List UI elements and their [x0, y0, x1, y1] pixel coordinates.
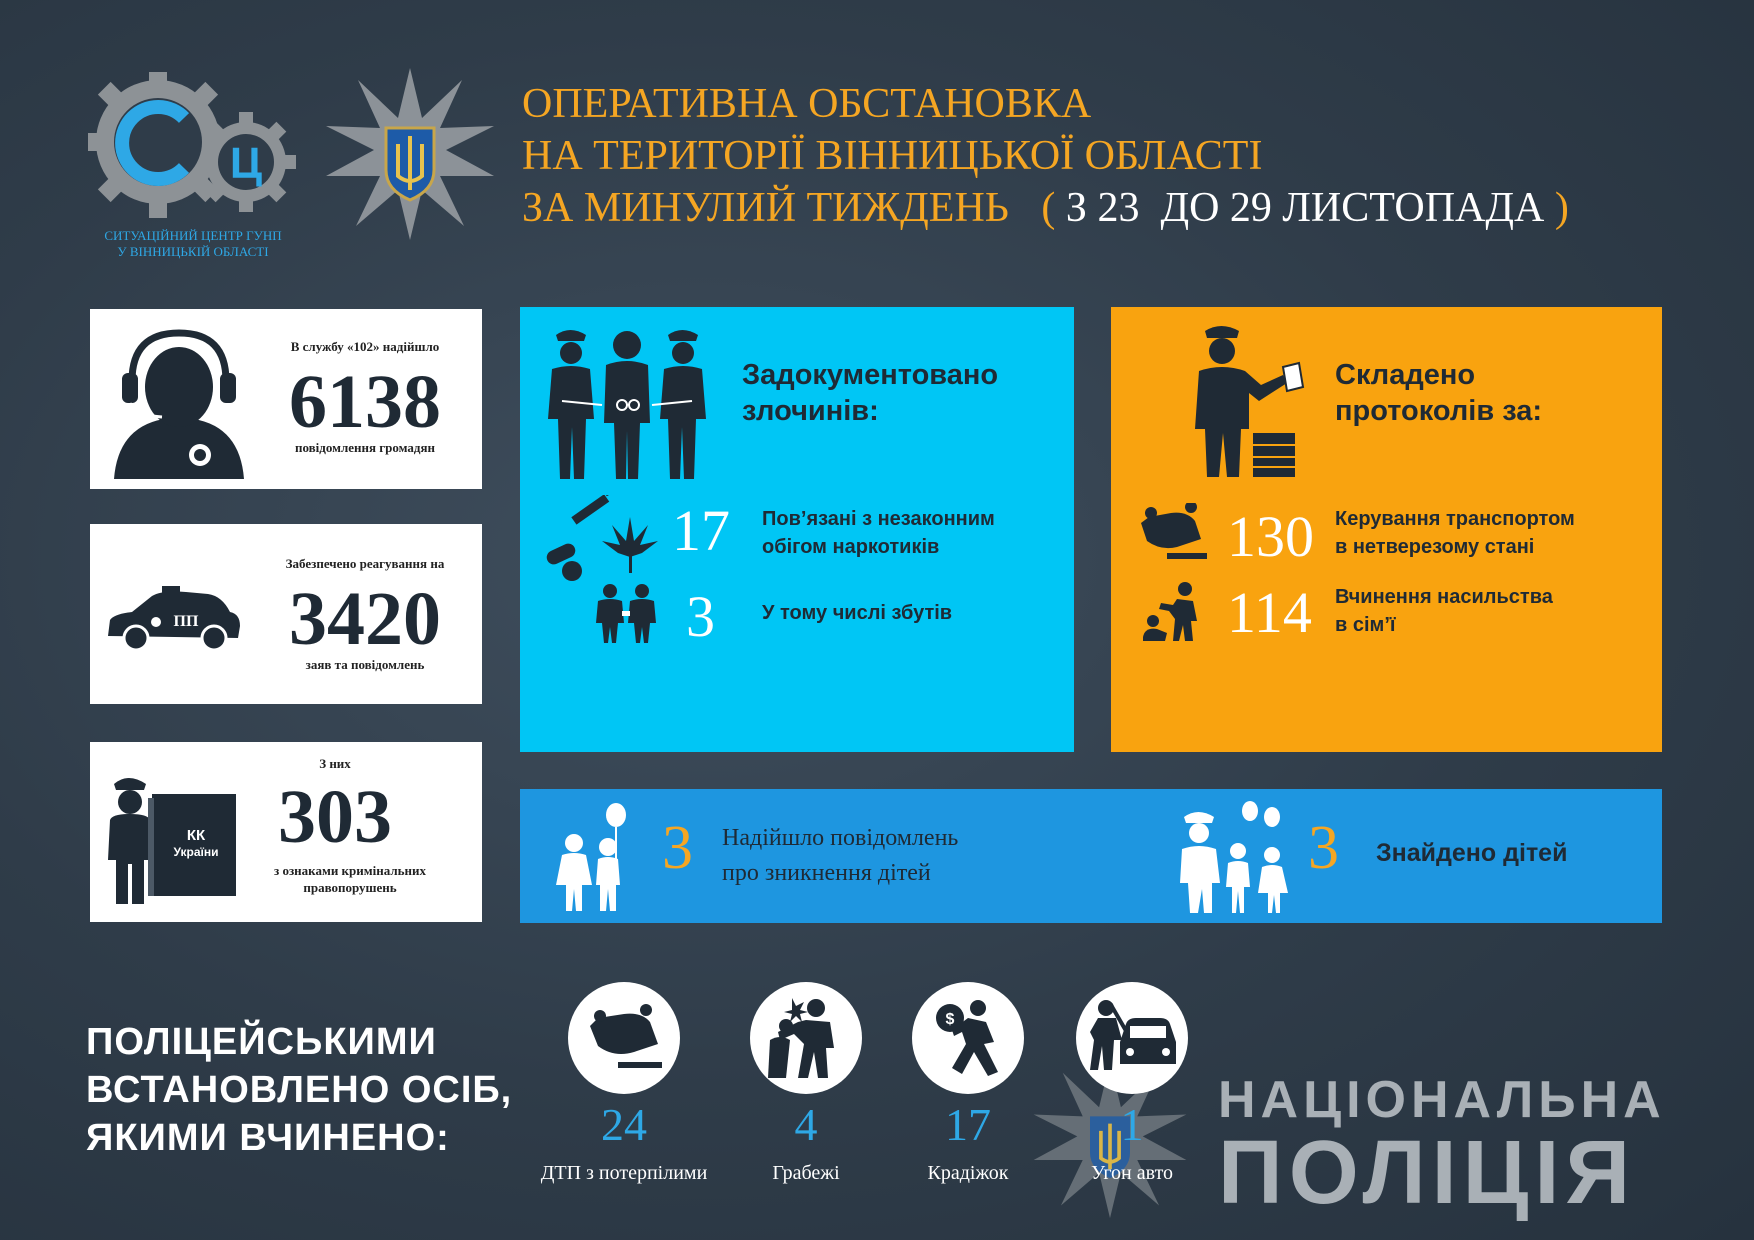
established-heading — [86, 1018, 512, 1162]
robbery-icon — [750, 982, 862, 1094]
protocols-title-line-2: протоколів за: — [1335, 395, 1543, 427]
calls-label: В службу «102» надійшло — [290, 339, 440, 354]
established-heading-line-2: ВСТАНОВЛЕНО ОСІБ, — [86, 1069, 513, 1111]
criminal-value: 303 — [278, 775, 392, 859]
robbery-label: Грабежі — [772, 1162, 840, 1184]
national-police-line-2: ПОЛІЦІЯ — [1218, 1123, 1637, 1223]
criminal-sub-line-2: правопорушень — [303, 880, 397, 895]
police-car-icon — [104, 584, 244, 654]
established-heading-line-1: ПОЛІЦЕЙСЬКИМИ — [86, 1021, 437, 1063]
established-heading-line-3: ЯКИМИ ВЧИНЕНО: — [86, 1117, 450, 1159]
drugs-icon — [542, 495, 662, 585]
national-police-line-1: НАЦІОНАЛЬНА — [1218, 1071, 1666, 1129]
found-text: Знайдено дітей — [1376, 839, 1568, 867]
svg-text:Ц: Ц — [229, 139, 263, 188]
situation-center-caption — [78, 228, 308, 260]
missing-text-line-2: про зникнення дітей — [722, 860, 931, 886]
crimes-title-line-1: Задокументовано — [742, 359, 999, 391]
title-line-3 — [522, 182, 1569, 234]
violence-text-line-2: в сім’ї — [1335, 614, 1396, 636]
officer-protocols-icon — [1187, 321, 1307, 481]
drug-sale-icon — [594, 583, 658, 643]
protocols-panel — [1111, 307, 1662, 752]
car-text: ПП — [173, 613, 199, 630]
children-balloon-icon — [554, 803, 634, 911]
responses-label: Забезпечено реагування на — [285, 556, 445, 571]
title-open-paren: ( — [1041, 185, 1056, 231]
criminal-sub-line-1: з ознаками кримінальних — [273, 863, 426, 878]
theft-label: Крадіжок — [927, 1162, 1009, 1184]
police-star-emblem-icon — [322, 66, 498, 242]
missing-value: 3 — [662, 814, 693, 882]
arrest-officers-icon — [542, 323, 712, 483]
caption-line-1: СИТУАЦІЙНИЙ ЦЕНТР ГУНП — [104, 228, 282, 243]
found-value: 3 — [1308, 814, 1339, 882]
drugs-text-line-1: Пов’язані з незаконним — [762, 508, 995, 530]
officer-book-icon — [104, 764, 244, 904]
thief-icon — [912, 982, 1024, 1094]
officer-with-children-icon — [1180, 799, 1290, 913]
protocols-title-line-1: Складено — [1335, 359, 1476, 391]
drunk-text-line-1: Керування транспортом — [1335, 508, 1575, 530]
title-week: ЗА МИНУЛИЙ ТИЖДЕНЬ — [522, 185, 1009, 231]
children-strip — [520, 789, 1662, 923]
title-line-2: НА ТЕРИТОРІЇ ВІННИЦЬКОЇ ОБЛАСТІ — [522, 133, 1263, 179]
robbery-value: 4 — [794, 1099, 818, 1150]
violence-value: 114 — [1227, 580, 1312, 645]
missing-text-line-1: Надійшло повідомлень — [722, 825, 959, 851]
car-theft-label: Угон авто — [1090, 1162, 1174, 1184]
crimes-panel — [520, 307, 1074, 752]
accidents-value: 24 — [601, 1099, 647, 1150]
book-line-1: КК — [186, 827, 206, 844]
drunk-value: 130 — [1227, 504, 1314, 569]
crimes-title-line-2: злочинів: — [742, 395, 879, 427]
accidents-label: ДТП з потерпілими — [540, 1162, 708, 1184]
car-theft-value: 1 — [1120, 1099, 1144, 1150]
drugs-value: 17 — [672, 498, 730, 563]
caption-line-2: У ВІННИЦЬКІЙ ОБЛАСТІ — [117, 244, 269, 259]
violence-text-line-1: Вчинення насильства — [1335, 586, 1553, 608]
responses-sub: заяв та повідомлень — [305, 657, 425, 672]
page-title — [522, 78, 1569, 234]
card-calls — [90, 309, 482, 489]
drugs-text-line-2: обігом наркотиків — [762, 536, 940, 558]
crimes-title — [742, 357, 998, 429]
car-crash-icon — [568, 982, 680, 1094]
calls-value: 6138 — [289, 360, 441, 444]
overturned-car-icon — [1137, 503, 1209, 563]
responses-value: 3420 — [289, 577, 441, 661]
title-dates: З 23 ДО 29 ЛИСТОПАДА — [1065, 185, 1545, 231]
violence-text — [1335, 583, 1553, 639]
operator-headset-icon — [104, 319, 254, 479]
sales-text: У тому числі збутів — [762, 602, 953, 624]
car-theft-icon — [1076, 982, 1188, 1094]
domestic-violence-icon — [1141, 581, 1203, 641]
svg-text:$: $ — [945, 1011, 955, 1028]
theft-value: 17 — [945, 1099, 991, 1150]
sales-value: 3 — [686, 584, 715, 649]
title-close-paren: ) — [1554, 185, 1569, 231]
drugs-text — [762, 505, 995, 561]
card-responses — [90, 524, 482, 704]
title-line-1: ОПЕРАТИВНА ОБСТАНОВКА — [522, 81, 1092, 127]
card-criminal — [90, 742, 482, 922]
book-line-2: України — [173, 845, 219, 859]
calls-sub: повідомлення громадян — [294, 440, 436, 455]
protocols-title — [1335, 357, 1542, 429]
drunk-text — [1335, 505, 1575, 561]
criminal-label: З них — [319, 756, 351, 771]
missing-text — [722, 821, 958, 891]
criminal-sub — [240, 862, 460, 896]
drunk-text-line-2: в нетверезому стані — [1335, 536, 1535, 558]
